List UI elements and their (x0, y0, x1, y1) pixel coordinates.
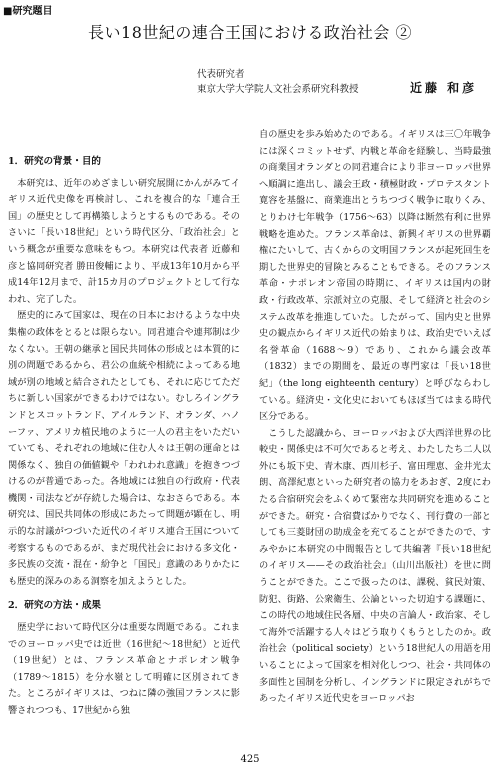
left-column (8, 126, 240, 720)
paragraph: 本研究は、近年のめざましい研究展開にかんがみてイギリス近代史像を再検討し、これを複合的な「連合王国」の歴史として再構築しようとするものである。そのさいに「長い18世紀」という時代区分、「政治社会」という概念が重要な意味をもつ。本研究は代表者 近藤和彦と協同研究者 勝田俊輔により、平成13年10月から平成14年12月まで、計15カ月のプロジェクトとして行なわれ、完了した。 (8, 177, 240, 305)
paragraph: 歴史的にみて国家は、現在の日本におけるような中央集権の政体をとるとは限らない。同君連合や連邦制は少なくない。王朝の継承と国民共同体の形成とは本質的に別の問題であるから、君公の血統や相続によってある地域が別の地域と結合されたとしても、それに応じてただちに新しい国家ができるわけではない。むしろイングランドとスコットランド、アイルランド、オランダ、ハノーファ、アメリカ植民地のように一人の君主をいただいていても、それぞれの地域に住む人々は王朝の運命とは関係なく、独自の価値観や「われわれ意識」を抱きつづけるのが普通であった。各地域には独自の行政府・代表機関・司法などが存続した場合は、なおさらである。本研究は、国民共同体の形成にあたって問題が顕在し、明示的な討議がつづいた近代のイギリス連合王国について考察するものであるが、まだ現代社会における多文化・多民族の交流・混在・紛争と「国民」意識のありかたにも歴史的深みのある洞察を加えようとした。 (8, 310, 240, 587)
page-title: 長い18世紀の連合王国における政治社会 ② (88, 23, 412, 42)
section-heading-background: 1．研究の背景・目的 (8, 156, 102, 167)
right-column (259, 127, 491, 708)
paragraph: 歴史学において時代区分は重要な問題である。これまでのヨーロッパ史では近世（16世紀〜18世紀）と近代（19世紀）とは、フランス革命とナポレオン戦争（1789〜1815）を分水嶺として明確に区別されてきた。ところがイギリスは、つねに隣の強国フランスに影響されつつも、17世紀から独 (8, 622, 240, 716)
page-number: 425 (240, 754, 260, 765)
paragraph: こうした認識から、ヨーロッパおよび大西洋世界の比較史・関係史は不可欠であると考え、わたしたち二人以外にも坂下史、青木康、西川杉子、富田理恵、金井光太朗、高澤紀恵といった研究者の協力をあおぎ、2度にわたる合宿研究会をふくめて緊密な共同研究を進めることができた。研究・合宿費ばかりでなく、刊行費の一部としても三菱財団の助成金を充てることができたので、すみやかに本研究の中間報告として共編著『長い18世紀のイギリス——その政治社会』（山川出版社）を世に問うことができた。ここで扱ったのは、課税、貧民対策、防犯、街路、公衆衛生、公論といった切迫する課題に、この時代の地域住民各層、中央の言論人・政治家、そして海外で活躍する人々はどう取りくもうとしたのか。政治社会（political society）という18世紀人の用語を用いることによって国家を相対化しつつ、社会・共同体の多面性と国制を分析し、イングランドに限定されがちであったイギリス近代史をヨーロッパお (259, 427, 491, 705)
researcher-name: 近藤 和彦 (410, 81, 478, 95)
researcher-organization: 東京大学大学院人文社会系研究科教授 (197, 84, 359, 95)
section-heading-methods: 2．研究の方法・成果 (8, 600, 102, 612)
section-tag: ■研究題目 (3, 6, 53, 17)
researcher-label: 代表研究者 (197, 69, 245, 80)
paragraph: 自の歴史を歩み始めたのである。イギリスは三〇年戦争には深くコミットせず、内戦と革命を経験し、当時最強の商業国オランダとの同君連合により非ヨーロッパ世界へ順調に進出し、議会王政・積極財政・プロテスタント寛容を基盤に、商業進出とうちつづく戦争に取りくみ、とりわけ七年戦争（1756〜63）以降は断然有利に世界戦略を進めた。フランス革命は、新興イギリスの世界覇権にたいして、古くからの文明国フランスが起死回生を期した世界史的冒険とみることもできる。そのフランス革命・ナポレオン帝国の時期に、イギリスは国内の財政・行政改革、宗派対立の克服、そして経済と社会のシステム改革を推進していた。したがって、国内史と世界史の観点からイギリス近代の始まりは、政治史でいえば名誉革命（1688〜9）であり、これから議会改革（1832）までの期間を、最近の専門家は「長い18世紀」（the long eighteenth century）と呼びならわしている。経済史・文化史においてもほぼ当てはまる時代区分である。 (259, 129, 491, 423)
